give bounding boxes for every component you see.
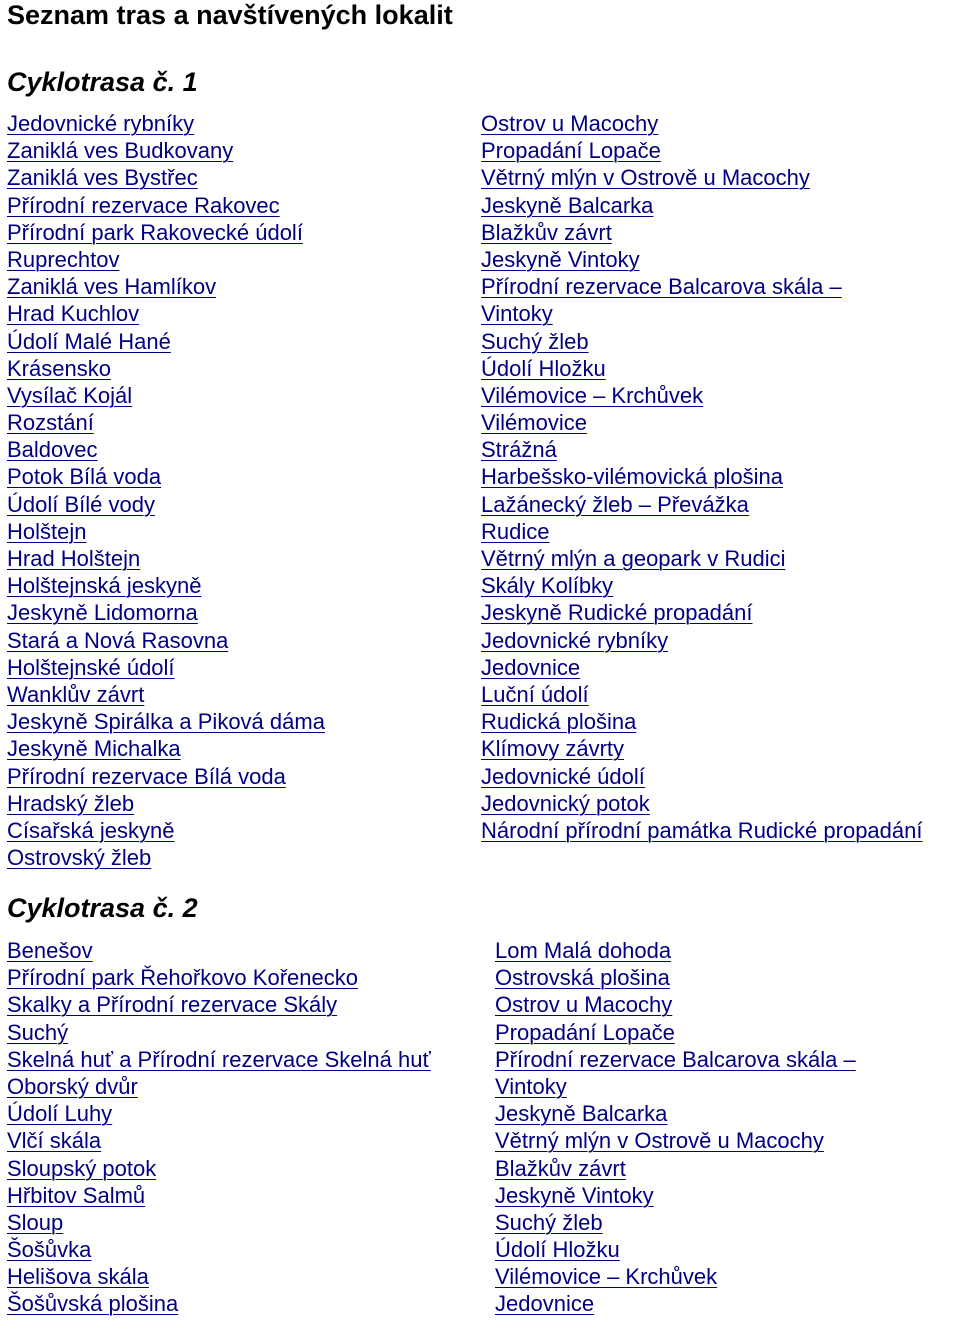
list-item bbox=[481, 436, 922, 463]
list-item bbox=[7, 1290, 431, 1317]
list-item bbox=[481, 137, 922, 164]
location-link[interactable]: Jeskyně Balcarka bbox=[495, 1101, 668, 1127]
location-link[interactable]: Ostrov u Macochy bbox=[481, 111, 659, 136]
list-item bbox=[7, 790, 325, 817]
list-item bbox=[7, 137, 325, 164]
location-link[interactable]: Lažánecký žleb – Převážka bbox=[481, 491, 749, 517]
route-1-right-list bbox=[481, 110, 922, 844]
location-link[interactable]: Vlčí skála bbox=[7, 1128, 102, 1154]
list-item bbox=[7, 599, 325, 626]
list-item bbox=[7, 110, 325, 137]
list-item bbox=[495, 1019, 856, 1046]
list-item bbox=[481, 681, 922, 708]
location-link[interactable]: Propadání Lopače bbox=[481, 138, 661, 164]
list-item bbox=[481, 382, 922, 409]
location-link[interactable]: Potok Bílá voda bbox=[7, 464, 162, 490]
location-link[interactable]: Ostrovský žleb bbox=[7, 845, 152, 871]
list-item bbox=[481, 708, 922, 735]
list-item bbox=[481, 300, 922, 327]
location-link[interactable]: Zaniklá ves Hamlíkov bbox=[7, 274, 217, 300]
list-item bbox=[7, 164, 325, 191]
list-item bbox=[481, 192, 922, 219]
list-item bbox=[7, 491, 325, 518]
list-item bbox=[495, 991, 856, 1018]
list-item bbox=[7, 763, 325, 790]
list-item bbox=[481, 164, 922, 191]
location-link[interactable]: Holštejn bbox=[7, 518, 87, 544]
location-link[interactable]: Vysílač Kojál bbox=[7, 382, 133, 408]
location-link[interactable]: Krásensko bbox=[7, 355, 111, 381]
list-item bbox=[495, 1100, 856, 1127]
list-item bbox=[7, 545, 325, 572]
list-item bbox=[495, 1209, 856, 1236]
list-item bbox=[495, 1290, 856, 1317]
location-link[interactable]: Přírodní rezervace Balcarova skála – bbox=[495, 1046, 856, 1072]
list-item bbox=[481, 735, 922, 762]
location-link[interactable]: Sloup bbox=[7, 1209, 64, 1235]
location-link[interactable]: Větrný mlýn a geopark v Rudici bbox=[481, 546, 786, 571]
location-link[interactable]: Vintoky bbox=[481, 301, 553, 327]
location-link[interactable]: Skelná huť a Přírodní rezervace Skelná huť bbox=[7, 1046, 431, 1072]
page-title: Seznam tras a navštívených lokalit bbox=[7, 0, 453, 30]
list-item bbox=[481, 463, 922, 490]
list-item bbox=[7, 463, 325, 490]
list-item bbox=[481, 409, 922, 436]
list-item bbox=[495, 964, 856, 991]
location-link[interactable]: Ostrovská plošina bbox=[495, 965, 670, 991]
location-link[interactable]: Benešov bbox=[7, 938, 93, 963]
list-item bbox=[7, 1046, 431, 1073]
location-link[interactable]: Údolí Malé Hané bbox=[7, 328, 171, 354]
list-item bbox=[7, 1209, 431, 1236]
location-link[interactable]: Lom Malá dohoda bbox=[495, 938, 672, 963]
location-link[interactable]: Propadání Lopače bbox=[495, 1019, 675, 1045]
list-item bbox=[7, 246, 325, 273]
location-link[interactable]: Přírodní rezervace Bílá voda bbox=[7, 763, 286, 789]
location-link[interactable]: Přírodní park Řehořkovo Kořenecko bbox=[7, 965, 358, 991]
location-link[interactable]: Jedovnice bbox=[481, 654, 581, 680]
list-item bbox=[7, 436, 325, 463]
list-item bbox=[495, 1236, 856, 1263]
list-item bbox=[481, 599, 922, 626]
list-item bbox=[495, 1073, 856, 1100]
list-item bbox=[481, 246, 922, 273]
location-link[interactable]: Jeskyně Spirálka a Piková dáma bbox=[7, 709, 325, 735]
list-item bbox=[481, 654, 922, 681]
list-item bbox=[495, 1127, 856, 1154]
list-item bbox=[7, 1236, 431, 1263]
list-item bbox=[7, 844, 325, 871]
location-link[interactable]: Stará a Nová Rasovna bbox=[7, 627, 229, 653]
location-link[interactable]: Blažkův závrt bbox=[481, 219, 612, 245]
list-item bbox=[7, 1127, 431, 1154]
location-link[interactable]: Suchý žleb bbox=[481, 328, 589, 354]
list-item bbox=[481, 328, 922, 355]
location-link[interactable]: Suchý žleb bbox=[495, 1209, 603, 1235]
location-link[interactable]: Údolí Hložku bbox=[481, 355, 606, 381]
list-item bbox=[7, 937, 431, 964]
route-2-right-list bbox=[495, 937, 856, 1318]
location-link[interactable]: Jeskyně Michalka bbox=[7, 736, 181, 762]
list-item bbox=[7, 572, 325, 599]
location-link[interactable]: Přírodní rezervace Balcarova skála – bbox=[481, 274, 842, 300]
list-item bbox=[481, 355, 922, 382]
list-item bbox=[7, 1263, 431, 1290]
list-item bbox=[481, 763, 922, 790]
location-link[interactable]: Sloupský potok bbox=[7, 1155, 157, 1181]
list-item bbox=[481, 110, 922, 137]
location-link[interactable]: Holštejnské údolí bbox=[7, 654, 175, 680]
list-item bbox=[7, 627, 325, 654]
location-link[interactable]: Údolí Bílé vody bbox=[7, 491, 155, 517]
location-link[interactable]: Wanklův závrt bbox=[7, 681, 145, 707]
location-link[interactable]: Jeskyně Vintoky bbox=[495, 1182, 654, 1208]
list-item bbox=[7, 355, 325, 382]
location-link[interactable]: Hřbitov Salmů bbox=[7, 1182, 146, 1208]
location-link[interactable]: Jeskyně Rudické propadání bbox=[481, 600, 753, 626]
location-link[interactable]: Národní přírodní památka Rudické propadání bbox=[481, 817, 923, 843]
location-link[interactable]: Jedovnické rybníky bbox=[481, 627, 669, 653]
location-link[interactable]: Vilémovice bbox=[481, 410, 587, 436]
list-item bbox=[481, 518, 922, 545]
list-item bbox=[481, 627, 922, 654]
location-link[interactable]: Blažkův závrt bbox=[495, 1155, 626, 1181]
list-item bbox=[7, 1100, 431, 1127]
section-heading-route-1: Cyklotrasa č. 1 bbox=[7, 67, 198, 97]
list-item bbox=[7, 409, 325, 436]
list-item bbox=[481, 817, 922, 844]
list-item bbox=[7, 817, 325, 844]
location-link[interactable]: Jeskyně Vintoky bbox=[481, 246, 640, 272]
location-link[interactable]: Přírodní rezervace Rakovec bbox=[7, 192, 280, 218]
list-item bbox=[7, 518, 325, 545]
location-link[interactable]: Hrad Kuchlov bbox=[7, 301, 140, 327]
location-link[interactable]: Šošůvka bbox=[7, 1237, 92, 1263]
location-link[interactable]: Jedovnický potok bbox=[481, 790, 650, 816]
list-item bbox=[7, 1073, 431, 1100]
location-link[interactable]: Skalky a Přírodní rezervace Skály bbox=[7, 992, 338, 1018]
location-link[interactable]: Rozstání bbox=[7, 410, 94, 436]
location-link[interactable]: Větrný mlýn v Ostrově u Macochy bbox=[495, 1128, 824, 1154]
list-item bbox=[481, 273, 922, 300]
location-link[interactable]: Vintoky bbox=[495, 1073, 567, 1099]
list-item bbox=[495, 1182, 856, 1209]
list-item bbox=[7, 735, 325, 762]
location-link[interactable]: Rudice bbox=[481, 518, 550, 544]
list-item bbox=[481, 545, 922, 572]
list-item bbox=[495, 937, 856, 964]
list-item bbox=[481, 790, 922, 817]
location-link[interactable]: Klímovy závrty bbox=[481, 736, 625, 762]
list-item bbox=[7, 192, 325, 219]
list-item bbox=[7, 382, 325, 409]
list-item bbox=[495, 1046, 856, 1073]
location-link[interactable]: Baldovec bbox=[7, 437, 98, 463]
list-item bbox=[7, 300, 325, 327]
location-link[interactable]: Vilémovice – Krchůvek bbox=[481, 382, 704, 408]
list-item bbox=[7, 219, 325, 246]
location-link[interactable]: Přírodní park Rakovecké údolí bbox=[7, 219, 303, 245]
location-link[interactable]: Oborský dvůr bbox=[7, 1073, 138, 1099]
list-item bbox=[481, 491, 922, 518]
location-link[interactable]: Údolí Hložku bbox=[495, 1237, 620, 1263]
list-item bbox=[7, 273, 325, 300]
location-link[interactable]: Rudická plošina bbox=[481, 709, 637, 735]
list-item bbox=[481, 572, 922, 599]
location-link[interactable]: Holštejnská jeskyně bbox=[7, 573, 202, 599]
location-link[interactable]: Zaniklá ves Bystřec bbox=[7, 165, 198, 191]
list-item bbox=[7, 681, 325, 708]
list-item bbox=[481, 219, 922, 246]
location-link[interactable]: Jeskyně Lidomorna bbox=[7, 600, 198, 626]
location-link[interactable]: Helišova skála bbox=[7, 1264, 149, 1290]
location-link[interactable]: Suchý bbox=[7, 1019, 69, 1045]
location-link[interactable]: Ruprechtov bbox=[7, 246, 120, 272]
location-link[interactable]: Jedovnické údolí bbox=[481, 763, 645, 789]
location-link[interactable]: Ostrov u Macochy bbox=[495, 992, 673, 1018]
location-link[interactable]: Větrný mlýn v Ostrově u Macochy bbox=[481, 165, 810, 191]
list-item bbox=[7, 964, 431, 991]
location-link[interactable]: Jedovnice bbox=[495, 1291, 595, 1317]
location-link[interactable]: Harbešsko-vilémovická plošina bbox=[481, 464, 784, 490]
list-item bbox=[7, 654, 325, 681]
list-item bbox=[7, 1182, 431, 1209]
location-link[interactable]: Hrad Holštejn bbox=[7, 546, 141, 571]
location-link[interactable]: Vilémovice – Krchůvek bbox=[495, 1264, 718, 1290]
location-link[interactable]: Šošůvská plošina bbox=[7, 1291, 179, 1317]
list-item bbox=[495, 1155, 856, 1182]
location-link[interactable]: Strážná bbox=[481, 437, 557, 463]
location-link[interactable]: Jeskyně Balcarka bbox=[481, 192, 654, 218]
route-2-left-list bbox=[7, 937, 431, 1318]
location-link[interactable]: Luční údolí bbox=[481, 681, 589, 707]
section-heading-route-2: Cyklotrasa č. 2 bbox=[7, 893, 198, 923]
location-link[interactable]: Císařská jeskyně bbox=[7, 817, 175, 843]
location-link[interactable]: Skály Kolíbky bbox=[481, 573, 614, 599]
list-item bbox=[7, 1019, 431, 1046]
list-item bbox=[7, 1155, 431, 1182]
route-1-left-list bbox=[7, 110, 325, 871]
location-link[interactable]: Jedovnické rybníky bbox=[7, 111, 195, 136]
list-item bbox=[7, 708, 325, 735]
list-item bbox=[495, 1263, 856, 1290]
list-item bbox=[7, 328, 325, 355]
list-item bbox=[7, 991, 431, 1018]
location-link[interactable]: Zaniklá ves Budkovany bbox=[7, 138, 234, 164]
location-link[interactable]: Hradský žleb bbox=[7, 790, 135, 816]
location-link[interactable]: Údolí Luhy bbox=[7, 1101, 113, 1127]
